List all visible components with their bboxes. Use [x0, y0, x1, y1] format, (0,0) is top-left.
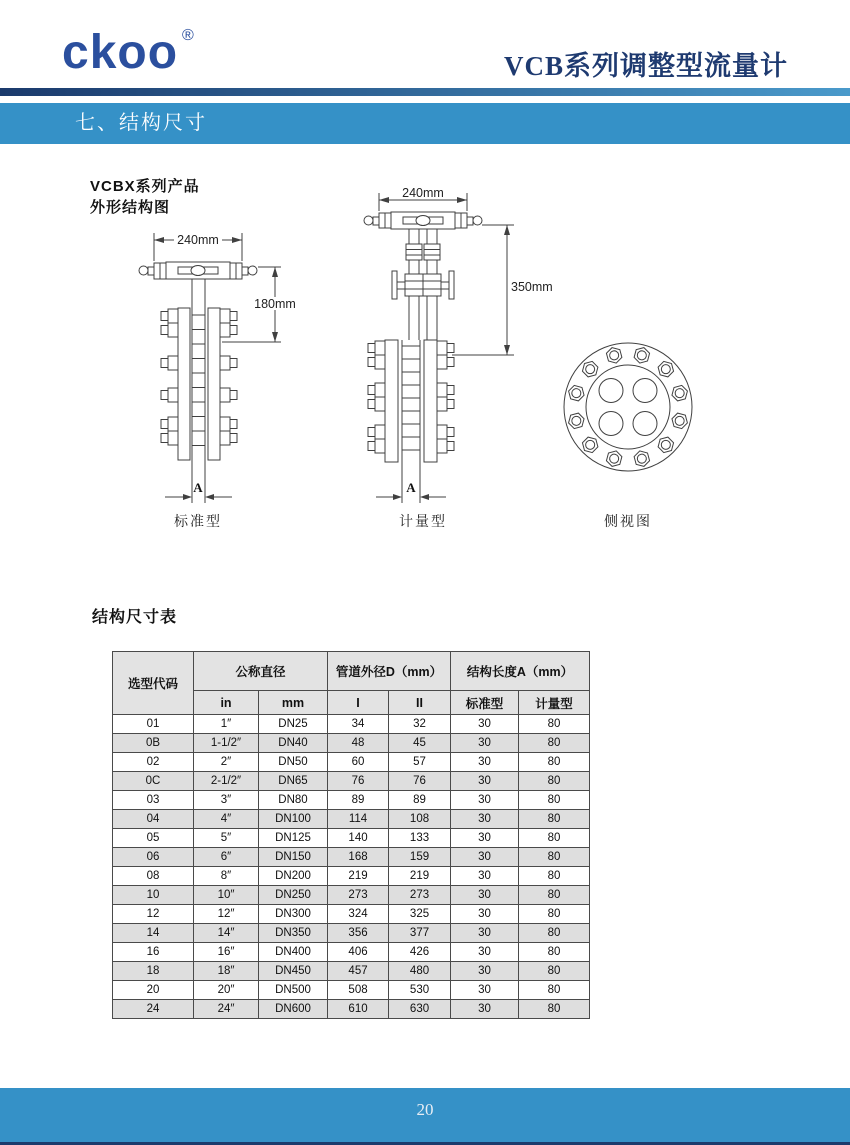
header-standard-type: 标准型	[451, 691, 519, 715]
cell-code: 06	[113, 848, 194, 867]
cell-od-ii: 325	[389, 905, 451, 924]
metering-a-dimension-label: A	[406, 480, 416, 495]
table-row	[113, 829, 590, 848]
cell-od-ii: 76	[389, 772, 451, 791]
cell-od-ii: 480	[389, 962, 451, 981]
cell-od-i: 406	[328, 943, 389, 962]
registered-trademark-icon: ®	[182, 27, 195, 44]
table-row	[113, 772, 590, 791]
cell-code: 20	[113, 981, 194, 1000]
header-nominal-diameter: 公称直径	[194, 652, 328, 691]
cell-inch: 10″	[194, 886, 259, 905]
cell-metering: 80	[519, 715, 590, 734]
standard-bolts-left	[161, 309, 178, 445]
cell-inch: 8″	[194, 867, 259, 886]
standard-type-label: 标准型	[174, 513, 222, 529]
cell-standard: 30	[451, 981, 519, 1000]
cell-od-ii: 159	[389, 848, 451, 867]
cell-inch: 2-1/2″	[194, 772, 259, 791]
standard-type-drawing	[139, 233, 299, 503]
cell-metering: 80	[519, 791, 590, 810]
cell-code: 01	[113, 715, 194, 734]
cell-standard: 30	[451, 943, 519, 962]
cell-code: 16	[113, 943, 194, 962]
cell-od-ii: 108	[389, 810, 451, 829]
cell-dn: DN400	[259, 943, 328, 962]
cell-od-i: 219	[328, 867, 389, 886]
cell-metering: 80	[519, 848, 590, 867]
header-structure-length: 结构长度A（mm）	[451, 652, 590, 691]
cell-dn: DN125	[259, 829, 328, 848]
metering-width-dimension-label: 240mm	[402, 186, 444, 200]
table-row	[113, 848, 590, 867]
standard-width-dimension-label: 240mm	[177, 233, 219, 247]
cell-od-i: 457	[328, 962, 389, 981]
cell-standard: 30	[451, 848, 519, 867]
cell-dn: DN150	[259, 848, 328, 867]
cell-od-i: 89	[328, 791, 389, 810]
cell-code: 02	[113, 753, 194, 772]
metering-type-drawing	[364, 186, 553, 503]
cell-code: 0C	[113, 772, 194, 791]
cell-od-ii: 89	[389, 791, 451, 810]
cell-standard: 30	[451, 886, 519, 905]
cell-metering: 80	[519, 1000, 590, 1019]
cell-od-ii: 426	[389, 943, 451, 962]
cell-metering: 80	[519, 753, 590, 772]
cell-od-ii: 630	[389, 1000, 451, 1019]
cell-od-i: 34	[328, 715, 389, 734]
section-header-bar	[0, 103, 850, 144]
table-row	[113, 905, 590, 924]
cell-code: 04	[113, 810, 194, 829]
cell-od-i: 356	[328, 924, 389, 943]
cell-dn: DN50	[259, 753, 328, 772]
cell-od-i: 76	[328, 772, 389, 791]
table-title: 结构尺寸表	[92, 609, 178, 626]
standard-bolts-right	[220, 309, 237, 445]
cell-standard: 30	[451, 924, 519, 943]
table-row	[113, 981, 590, 1000]
table-row	[113, 962, 590, 981]
cell-od-i: 60	[328, 753, 389, 772]
table-row	[113, 924, 590, 943]
footer-bar	[0, 1088, 850, 1145]
cell-inch: 3″	[194, 791, 259, 810]
metering-type-label: 计量型	[399, 513, 447, 529]
header-pipe-od: 管道外径D（mm）	[328, 652, 451, 691]
cell-inch: 5″	[194, 829, 259, 848]
metering-height-dimension-label: 350mm	[511, 280, 553, 294]
cell-standard: 30	[451, 962, 519, 981]
cell-metering: 80	[519, 829, 590, 848]
cell-dn: DN450	[259, 962, 328, 981]
cell-od-ii: 273	[389, 886, 451, 905]
cell-code: 14	[113, 924, 194, 943]
document-title: VCB系列调整型流量计	[503, 51, 788, 81]
cell-standard: 30	[451, 715, 519, 734]
cell-standard: 30	[451, 791, 519, 810]
cell-dn: DN80	[259, 791, 328, 810]
table-row	[113, 810, 590, 829]
cell-standard: 30	[451, 810, 519, 829]
cell-od-i: 48	[328, 734, 389, 753]
cell-od-i: 610	[328, 1000, 389, 1019]
cell-inch: 2″	[194, 753, 259, 772]
header-divider-rule	[0, 88, 850, 96]
table-row	[113, 886, 590, 905]
metering-bolts-right	[437, 341, 454, 453]
cell-od-ii: 57	[389, 753, 451, 772]
cell-metering: 80	[519, 886, 590, 905]
metering-bolts-left	[368, 341, 385, 453]
cell-standard: 30	[451, 1000, 519, 1019]
cell-dn: DN350	[259, 924, 328, 943]
cell-standard: 30	[451, 753, 519, 772]
cell-dn: DN250	[259, 886, 328, 905]
table-row	[113, 753, 590, 772]
cell-od-ii: 377	[389, 924, 451, 943]
header-mm: mm	[259, 691, 328, 715]
cell-metering: 80	[519, 734, 590, 753]
table-row	[113, 734, 590, 753]
cell-code: 10	[113, 886, 194, 905]
side-view-drawing	[564, 343, 692, 471]
brand-logo-text: ckoo	[62, 26, 179, 79]
cell-od-i: 273	[328, 886, 389, 905]
cell-inch: 1-1/2″	[194, 734, 259, 753]
cell-dn: DN500	[259, 981, 328, 1000]
cell-metering: 80	[519, 905, 590, 924]
header-od-ii: II	[389, 691, 451, 715]
cell-od-i: 140	[328, 829, 389, 848]
cell-od-i: 324	[328, 905, 389, 924]
cell-standard: 30	[451, 734, 519, 753]
technical-drawings	[0, 150, 850, 560]
cell-standard: 30	[451, 867, 519, 886]
cell-metering: 80	[519, 943, 590, 962]
cell-od-ii: 219	[389, 867, 451, 886]
cell-inch: 20″	[194, 981, 259, 1000]
cell-inch: 18″	[194, 962, 259, 981]
cell-code: 03	[113, 791, 194, 810]
header-metering-type: 计量型	[519, 691, 590, 715]
cell-inch: 24″	[194, 1000, 259, 1019]
cell-dn: DN40	[259, 734, 328, 753]
cell-inch: 12″	[194, 905, 259, 924]
cell-standard: 30	[451, 829, 519, 848]
table-row	[113, 867, 590, 886]
table-row	[113, 1000, 590, 1019]
cell-inch: 6″	[194, 848, 259, 867]
cell-metering: 80	[519, 981, 590, 1000]
cell-metering: 80	[519, 962, 590, 981]
cell-dn: DN300	[259, 905, 328, 924]
cell-metering: 80	[519, 772, 590, 791]
standard-height-dimension-label: 180mm	[254, 297, 296, 311]
brand-logo	[62, 28, 195, 77]
cell-code: 18	[113, 962, 194, 981]
header-in: in	[194, 691, 259, 715]
cell-code: 08	[113, 867, 194, 886]
drawing-intro-line2: 外形结构图	[90, 199, 171, 216]
cell-metering: 80	[519, 924, 590, 943]
standard-a-dimension-label: A	[193, 480, 203, 495]
cell-od-ii: 133	[389, 829, 451, 848]
drawing-intro-line1: VCBX系列产品	[90, 178, 200, 195]
table-row	[113, 715, 590, 734]
header-od-i: I	[328, 691, 389, 715]
header-code: 选型代码	[113, 652, 194, 715]
cell-inch: 4″	[194, 810, 259, 829]
cell-code: 0B	[113, 734, 194, 753]
cell-od-ii: 45	[389, 734, 451, 753]
side-view-label: 侧视图	[604, 513, 652, 529]
page-number: 20	[416, 1100, 434, 1119]
cell-metering: 80	[519, 867, 590, 886]
cell-dn: DN25	[259, 715, 328, 734]
cell-metering: 80	[519, 810, 590, 829]
cell-od-i: 168	[328, 848, 389, 867]
cell-od-i: 114	[328, 810, 389, 829]
cell-dn: DN200	[259, 867, 328, 886]
cell-od-ii: 32	[389, 715, 451, 734]
cell-code: 24	[113, 1000, 194, 1019]
cell-inch: 16″	[194, 943, 259, 962]
cell-standard: 30	[451, 772, 519, 791]
cell-dn: DN600	[259, 1000, 328, 1019]
cell-od-ii: 530	[389, 981, 451, 1000]
cell-code: 05	[113, 829, 194, 848]
dimension-table	[112, 651, 590, 1019]
cell-dn: DN100	[259, 810, 328, 829]
cell-standard: 30	[451, 905, 519, 924]
cell-inch: 14″	[194, 924, 259, 943]
cell-dn: DN65	[259, 772, 328, 791]
cell-code: 12	[113, 905, 194, 924]
table-row	[113, 943, 590, 962]
section-title: 七、结构尺寸	[75, 112, 207, 134]
cell-od-i: 508	[328, 981, 389, 1000]
table-row	[113, 791, 590, 810]
cell-inch: 1″	[194, 715, 259, 734]
